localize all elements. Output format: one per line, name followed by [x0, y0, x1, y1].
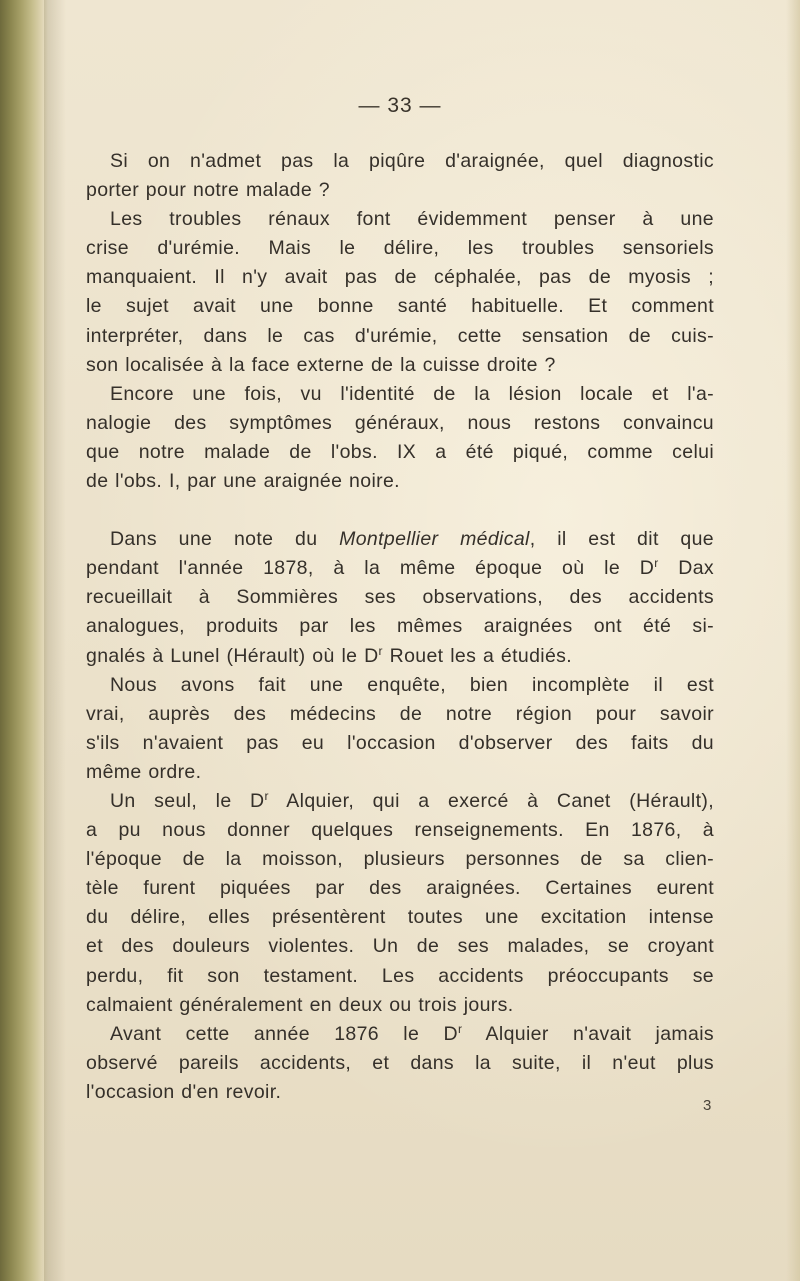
text-line: s'ils n'avaient pas eu l'occasion d'observer des faits du [86, 731, 714, 754]
text-line: porter pour notre malade ? [86, 179, 330, 202]
text-run: Alquier, qui a exercé à Canet (Hérault), [268, 789, 714, 812]
text-line [86, 554, 714, 583]
superscript: r [457, 1021, 463, 1036]
binding-shadow [44, 0, 66, 1281]
superscript: r [264, 788, 269, 803]
superscript: r [378, 643, 383, 658]
page-edge [786, 0, 800, 1281]
text-line: Les troubles rénaux font évidemment penser à une [110, 208, 714, 231]
body-text [86, 147, 714, 1107]
journal-title: Montpellier médical [339, 528, 530, 551]
text-line [86, 642, 714, 671]
text-line: l'époque de la moisson, plusieurs personnes de sa clien- [86, 848, 714, 871]
text-line: que notre malade de l'obs. IX a été piqué, comme celui [86, 440, 714, 463]
text-run: , il est dit que [529, 528, 714, 551]
text-line: manquaient. Il n'y avait pas de céphalée, pas de myosis ; [86, 266, 714, 289]
text-line: tèle furent piquées par des araignées. Certaines eurent [86, 877, 714, 900]
text-run: pendant l'année 1878, à la même époque où le D [86, 557, 655, 580]
text-line: même ordre. [86, 760, 202, 783]
text-run: Un seul, le D [110, 789, 265, 812]
binding-edge [0, 0, 48, 1281]
text-line: son localisée à la face externe de la cuisse droite ? [86, 353, 556, 376]
text-line: crise d'urémie. Mais le délire, les troubles sensoriels [86, 237, 714, 260]
text-line: et des douleurs violentes. Un de ses malades, se croyant [86, 935, 714, 958]
text-line [86, 787, 714, 816]
text-run: Dax [658, 557, 714, 580]
text-line: nalogie des symptômes généraux, nous restons convaincu [86, 411, 714, 434]
text-line: de l'obs. I, par une araignée noire. [86, 470, 400, 493]
text-line: du délire, elles présentèrent toutes une excitation intense [86, 906, 714, 929]
signature-mark: 3 [703, 1097, 712, 1114]
text-run: Dans une note du [110, 528, 340, 551]
text-line: perdu, fit son testament. Les accidents préoccupants se [86, 964, 714, 987]
text-line: analogues, produits par les mêmes araignées ont été si- [86, 615, 714, 638]
text-line [86, 525, 714, 554]
text-line: observé pareils accidents, et dans la suite, il n'eut plus [86, 1051, 714, 1074]
text-line [86, 1020, 714, 1049]
text-line: interpréter, dans le cas d'urémie, cette sensation de cuis- [86, 324, 714, 347]
text-line: Nous avons fait une enquête, bien incomplète il est [110, 673, 714, 696]
text-line: Si on n'admet pas la piqûre d'araignée, quel diagnostic [110, 150, 714, 172]
text-line: l'occasion d'en revoir. [86, 1080, 282, 1103]
paragraph-gap [86, 496, 714, 525]
text-run: Alquier n'avait jamais [462, 1022, 714, 1045]
text-run: Avant cette année 1876 le D [110, 1022, 458, 1045]
text-run: gnalés à Lunel (Hérault) où le D [86, 644, 379, 667]
text-line: le sujet avait une bonne santé habituelle. Et comment [86, 295, 714, 318]
text-line: calmaient généralement en deux ou trois jours. [86, 993, 514, 1016]
text-line: vrai, auprès des médecins de notre région pour savoir [86, 702, 714, 725]
text-line: recueillait à Sommières ses observations, des accidents [86, 586, 714, 609]
text-line: Encore une fois, vu l'identité de la lésion locale et l'a- [110, 382, 714, 405]
text-run: Rouet les a étudiés. [382, 644, 573, 667]
superscript: r [654, 556, 659, 571]
text-line: a pu nous donner quelques renseignements. En 1876, à [86, 819, 714, 842]
page-number: — 33 — [358, 94, 442, 117]
